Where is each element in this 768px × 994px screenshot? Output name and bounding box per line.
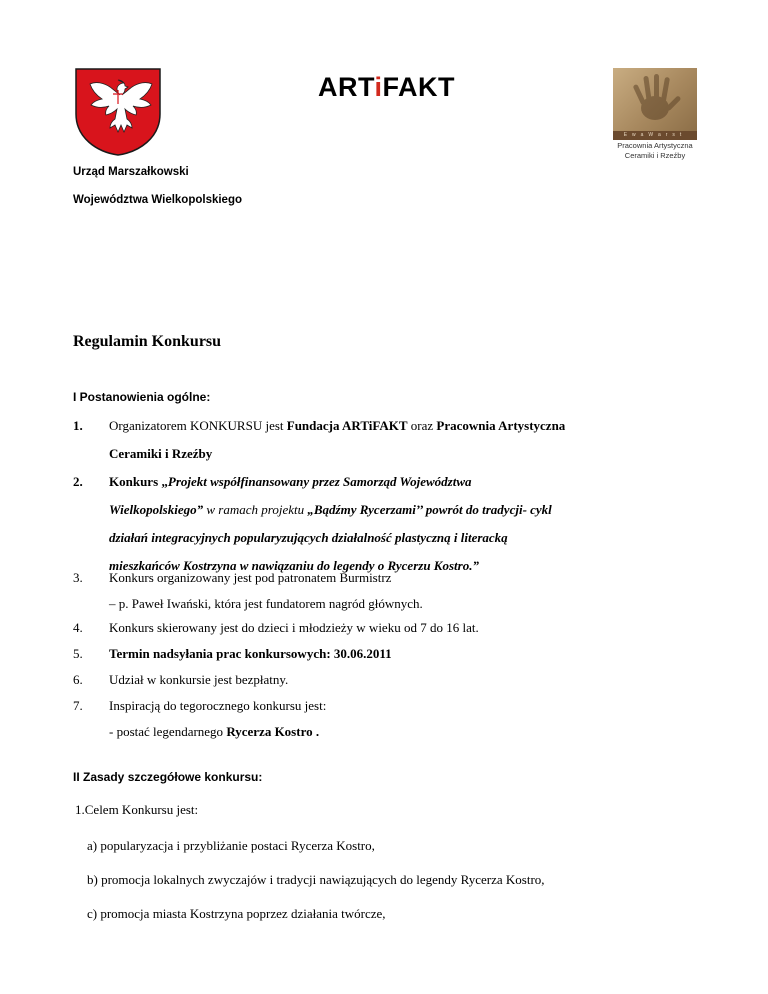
item-4-text: Konkurs skierowany jest do dzieci i młodzieży w wieku od 7 do 16 lat. bbox=[109, 620, 479, 635]
coat-of-arms-eagle-icon bbox=[73, 66, 163, 156]
org-line-1: Urząd Marszałkowski bbox=[73, 166, 189, 178]
item-number-3: 3. bbox=[73, 570, 83, 585]
item-number-7: 7. bbox=[73, 698, 83, 713]
org-line-2: Województwa Wielkopolskiego bbox=[73, 194, 243, 206]
section-2-heading: II Zasady szczegółowe konkursu: bbox=[73, 770, 263, 784]
item-7-line-1: Inspiracją do tegorocznego konkursu jest: bbox=[109, 698, 327, 713]
logo-caption-line-1: Pracownia Artystyczna bbox=[617, 141, 693, 150]
goal-intro: 1.Celem Konkursu jest: bbox=[75, 802, 199, 817]
item-3-line-1: Konkurs organizowany jest pod patronatem Burmistrz bbox=[109, 570, 392, 585]
item-2-line-2: Wielkopolskiego” w ramach projektu „Bądźmy Rycerzami’’ powrót do tradycji- cykl bbox=[109, 502, 552, 517]
item-7-line-2: - postać legendarnego Rycerza Kostro . bbox=[109, 724, 320, 739]
logo-strip-text: EwaWarst bbox=[613, 131, 697, 140]
item-number-1: 1. bbox=[73, 418, 83, 433]
item-3-line-2: – p. Paweł Iwański, która jest fundatorem nagród głównych. bbox=[109, 596, 423, 611]
pracownia-logo bbox=[613, 68, 697, 160]
item-1-line-2: Ceramiki i Rzeźby bbox=[109, 446, 213, 461]
goal-item-b: b) promocja lokalnych zwyczajów i tradycji nawiązujących do legendy Rycerza Kostro, bbox=[87, 872, 545, 887]
goal-item-c: c) promocja miasta Kostrzyna poprzez działania twórcze, bbox=[87, 906, 386, 921]
item-2-line-3: działań integracyjnych popularyzujących działalność plastyczną i literacką bbox=[109, 530, 508, 545]
section-1-heading: I Postanowienia ogólne: bbox=[73, 390, 211, 404]
logo-caption-line-2: Ceramiki i Rzeźby bbox=[624, 151, 686, 160]
artifakt-logo: ARTiFAKT bbox=[318, 72, 456, 102]
item-number-4: 4. bbox=[73, 620, 83, 635]
item-5-text: Termin nadsyłania prac konkursowych: 30.06.2011 bbox=[109, 646, 392, 661]
handprint-image bbox=[613, 68, 697, 131]
item-6-text: Udział w konkursie jest bezpłatny. bbox=[109, 672, 289, 687]
goal-item-a: a) popularyzacja i przybliżanie postaci Rycerza Kostro, bbox=[87, 838, 375, 853]
item-number-5: 5. bbox=[73, 646, 83, 661]
document-title: Regulamin Konkursu bbox=[73, 333, 222, 350]
item-number-2: 2. bbox=[73, 474, 83, 489]
item-1-line-1: Organizatorem KONKURSU jest Fundacja ARTiFAKT oraz Pracownia Artystyczna bbox=[109, 418, 566, 433]
item-2-line-4: mieszkańców Kostrzyna w nawiązaniu do legendy o Rycerzu Kostro.” bbox=[109, 558, 479, 573]
item-2-line-1: Konkurs „Projekt współfinansowany przez Samorząd Województwa bbox=[109, 474, 472, 489]
item-number-6: 6. bbox=[73, 672, 83, 687]
